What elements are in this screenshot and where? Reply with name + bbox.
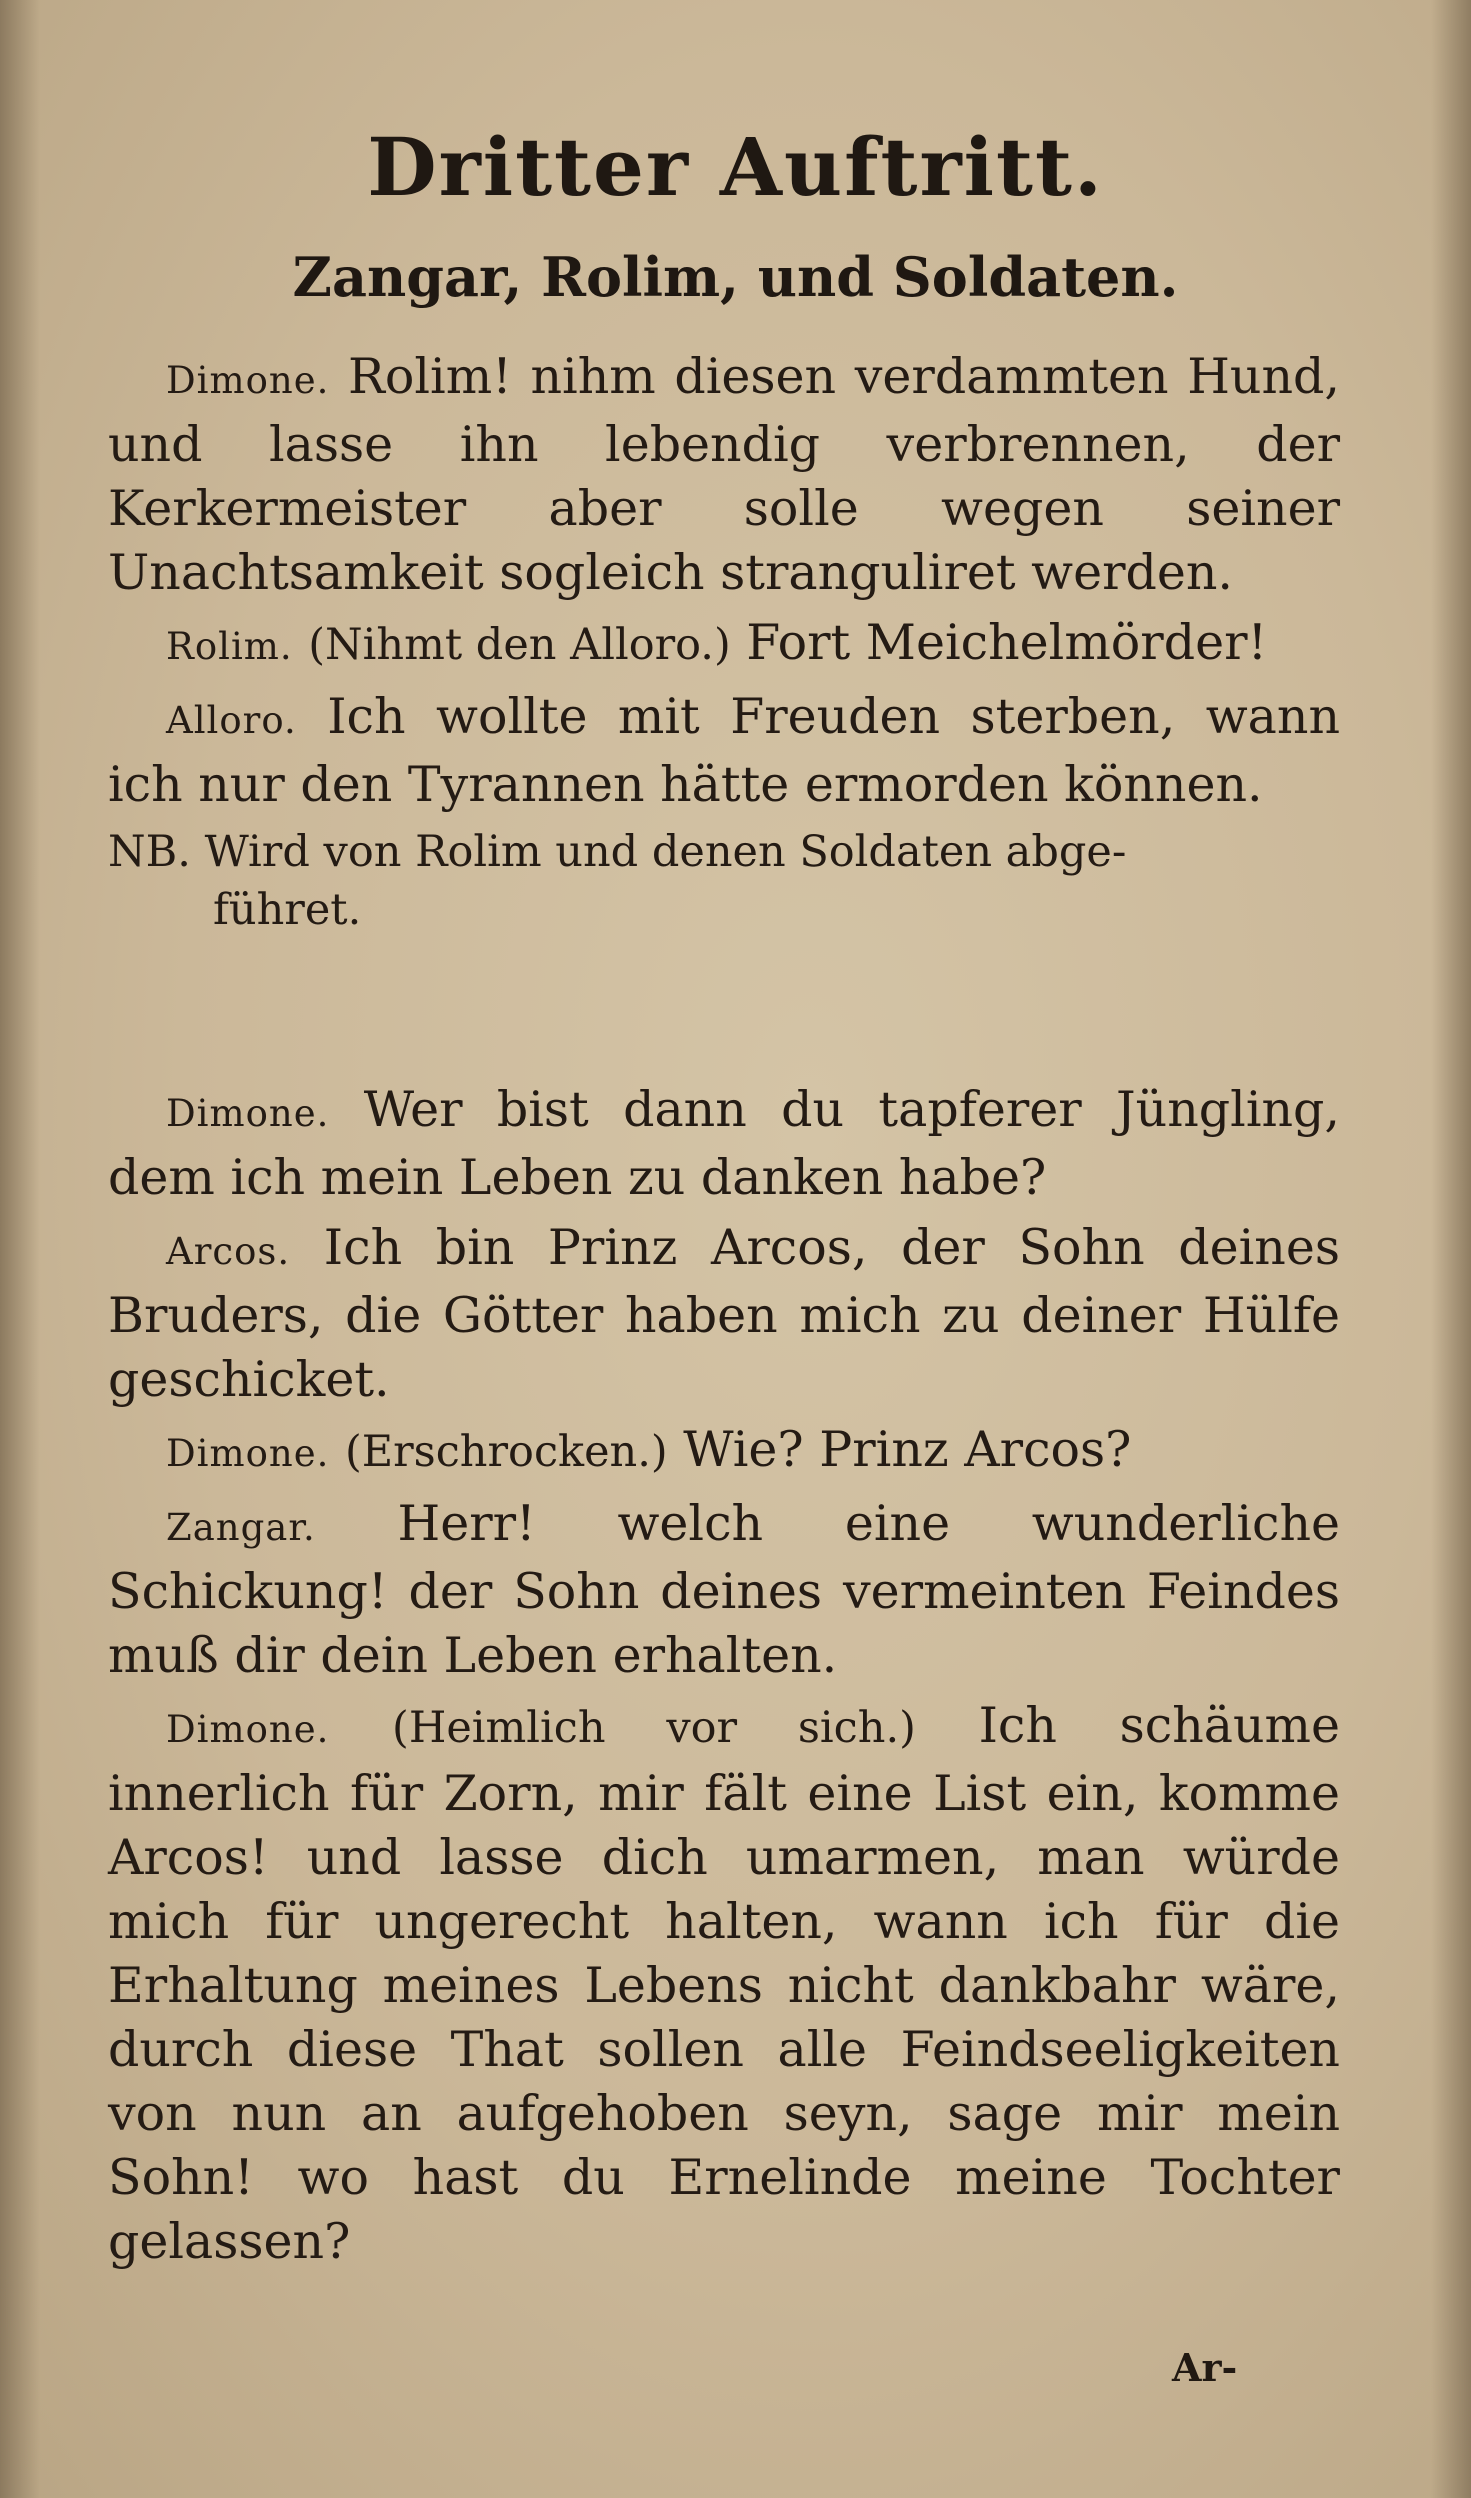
speech-text: Ich wollte mit Freuden sterben, wann ich nur den Tyrannen hätte ermorden können. (108, 688, 1341, 813)
nota-bene-stage-note (108, 823, 1340, 939)
speaker-name: Dimone. (166, 1432, 330, 1475)
speech-text: Herr! welch eine wunderliche Schickung! der Sohn deines vermeinten Feindes muß dir dein Leben erhalten. (108, 1495, 1340, 1684)
scene-title: Dritter Auftritt. (367, 120, 1104, 214)
nb-line-2: führet. (213, 885, 362, 935)
stage-direction: (Nihmt den Alloro.) (308, 620, 731, 670)
speech-text: Fort Meichelmörder! (746, 614, 1268, 671)
page-edge-shadow-left (0, 0, 40, 2498)
catchword: Ar- (1172, 2345, 1238, 2390)
speech-text: Wer bist dann du tapferer Jüngling, dem ich mein Leben zu danken habe? (108, 1081, 1340, 1206)
speaker-name: Dimone. (166, 1708, 330, 1751)
speaker-name: Dimone. (166, 359, 330, 402)
speech-alloro (108, 685, 1340, 817)
stage-direction: (Heimlich vor sich.) (392, 1703, 916, 1753)
speaker-name: Alloro. (166, 699, 297, 742)
speech-zangar (108, 1492, 1340, 1688)
speech-rolim (108, 611, 1340, 679)
cast-list: Zangar, Rolim, und Soldaten. (292, 245, 1179, 309)
speaker-name: Rolim. (166, 625, 293, 668)
nb-line-1: Wird von Rolim und denen Soldaten abge- (204, 827, 1127, 877)
dialogue-block-upper (108, 345, 1340, 949)
speech-text: Ich schäume innerlich für Zorn, mir fält eine List ein, komme Arcos! und lasse dich umarmen, man würde mich für ungerecht halten, wann ich für die Erhaltung meines Lebens nicht dankbahr wäre, durch diese That sollen alle Feindseeligkeiten von nun an aufgehoben seyn, sage mir mein Sohn! wo hast du Ernelinde meine Tochter gelassen? (108, 1697, 1340, 2270)
speech-text: Ich bin Prinz Arcos, der Sohn deines Bruders, die Götter haben mich zu deiner Hülfe geschicket. (108, 1219, 1340, 1408)
speech-text: Wie? Prinz Arcos? (683, 1421, 1132, 1478)
speech-dimone-1 (108, 345, 1340, 605)
speech-arcos (108, 1216, 1340, 1412)
nb-label: NB. (108, 827, 191, 877)
speech-dimone-3 (108, 1418, 1340, 1486)
page-edge-shadow-right (1431, 0, 1471, 2498)
speech-dimone-2 (108, 1078, 1340, 1210)
stage-direction: (Erschrocken.) (344, 1427, 668, 1477)
speaker-name: Dimone. (166, 1092, 330, 1135)
speech-dimone-4 (108, 1694, 1340, 2274)
speaker-name: Zangar. (166, 1506, 316, 1549)
speech-text: Rolim! nihm diesen verdammten Hund, und lasse ihn lebendig verbrennen, der Kerkermeister aber solle wegen seiner Unachtsamkeit sogleich stranguliret werden. (108, 348, 1340, 601)
speaker-name: Arcos. (166, 1230, 291, 1273)
dialogue-block-lower (108, 1078, 1340, 2280)
